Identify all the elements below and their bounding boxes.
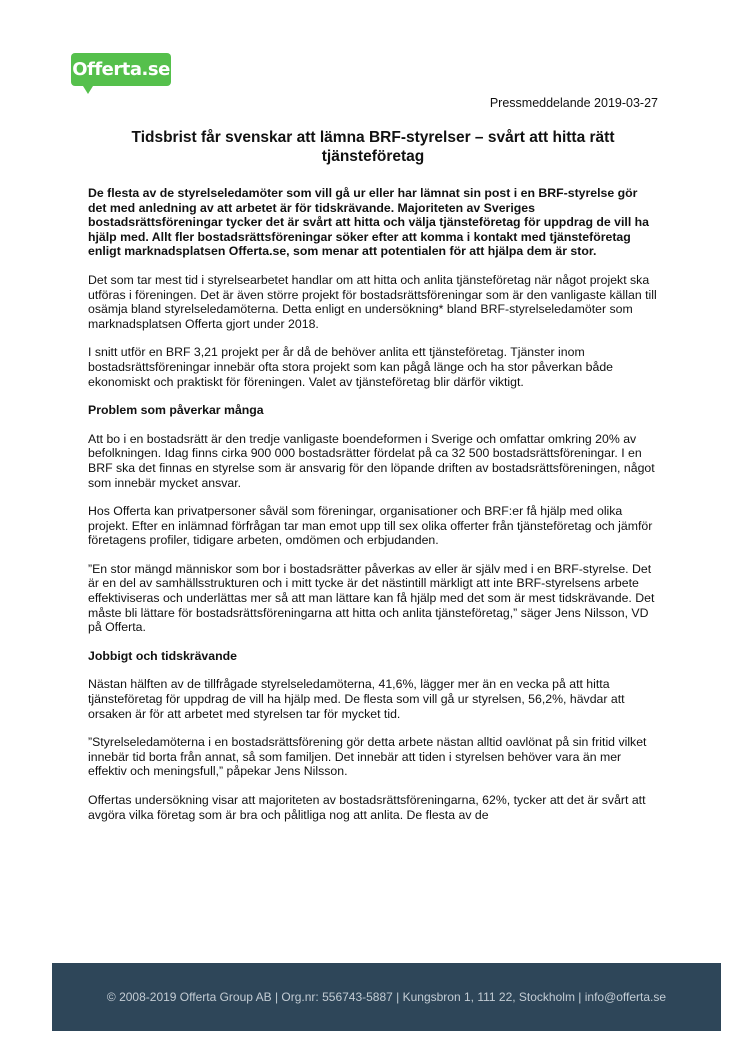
page-footer: © 2008-2019 Offerta Group AB | Org.nr: 556743-5887 | Kungsbron 1, 111 22, Stockholm | info@offerta.se <box>52 963 721 1031</box>
document-body <box>88 186 658 836</box>
lead-paragraph: De flesta av de styrelseledamöter som vill gå ur eller har lämnat sin post i en BRF-styrelse gör det med anledning av att arbetet är för tidskrävande. Majoriteten av Sveriges bostadsrättsföreningar tycker det är svårt att hitta och välja tjänsteföretag för uppdrag de vill ha hjälp med. Allt fler bostadsrättsföreningar söker efter att komma i kontakt med tjänsteföretag enligt marknadsplatsen Offerta.se, som menar att potentialen för att hjälpa dem är stor. <box>88 186 650 259</box>
offerta-logo: Offerta.se <box>71 53 171 86</box>
body-paragraph: Hos Offerta kan privatpersoner såväl som föreningar, organisationer och BRF:er få hjälp med olika projekt. Efter en inlämnad förfrågan tar man emot upp till sex olika offerter från tjänsteföretag och jämför företagens profiler, tidigare arbeten, omdömen och erbjudanden. <box>88 504 653 548</box>
section-heading: Jobbigt och tidskrävande <box>88 648 237 663</box>
body-paragraph: Det som tar mest tid i styrelsearbetet handlar om att hitta och anlita tjänsteföretag när något projekt ska utföras i föreningen. Det är även större projekt för bostadsrättsföreningar som är den vanligaste källan till osämja bland styrelseledamöterna. Detta enligt en undersökning* bland BRF-styrelseledamöter som marknadsplatsen Offerta gjort under 2018. <box>88 272 657 331</box>
body-paragraph: Offertas undersökning visar att majoriteten av bostadsrättsföreningarna, 62%, tycker att det är svårt att avgöra vilka företag som är bra och pålitliga nog att anlita. De flesta av de <box>88 793 646 822</box>
body-paragraph: Nästan hälften av de tillfrågade styrelseledamöterna, 41,6%, lägger mer än en vecka på att hitta tjänsteföretag för uppdrag de vill ha hjälp med. De flesta som vill gå ur styrelsen, 56,2%, hävdar att orsaken är för att arbetet med styrelsen tar för mycket tid. <box>88 677 625 721</box>
section-heading: Problem som påverkar många <box>88 403 264 418</box>
press-release-date: Pressmeddelande 2019-03-27 <box>489 96 658 110</box>
document-title: Tidsbrist får svenskar att lämna BRF-styrelser – svårt att hitta rätt tjänsteföretag <box>131 129 615 165</box>
quote-paragraph: ”En stor mängd människor som bor i bostadsrätter påverkas av eller är själv med i en BRF-styrelse. Det är en del av samhällsstrukturen och i mitt tycke är det nästintill märkligt att inte BRF-styrelsens arbete effektiviseras och underlättas mer så att man lättare kan få hjälp med det som är mest tidskrävande. Det måste bli lättare för bostadsrättsföreningarna att hitta och anlita tjänsteföretag,” säger Jens Nilsson, VD på Offerta. <box>88 561 655 635</box>
body-paragraph: I snitt utför en BRF 3,21 projekt per år då de behöver anlita ett tjänsteföretag. Tjänster inom bostadsrättsföreningar innebär ofta stora projekt som kan pågå länge och ha stor påverkan både ekonomiskt och praktiskt för föreningen. Valet av tjänsteföretag blir därför viktigt. <box>88 345 613 389</box>
quote-paragraph: ”Styrelseledamöterna i en bostadsrättsförening gör detta arbete nästan alltid oavlönat på sin fritid vilket innebär tid borta från annat, så som familjen. Det innebär att tiden i styrelsen behöver vara än mer effektiv och meningsfull,” påpekar Jens Nilsson. <box>88 735 647 779</box>
body-paragraph: Att bo i en bostadsrätt är den tredje vanligaste boendeformen i Sverige och omfattar omkring 20% av befolkningen. Idag finns cirka 900 000 bostadsrätter fördelat på ca 32 500 bostadsrättsföreningar. I en BRF ska det finnas en styrelse som är ansvarig för den löpande driften av bostadsrättsföreningen, något som innebär mycket ansvar. <box>88 431 655 490</box>
